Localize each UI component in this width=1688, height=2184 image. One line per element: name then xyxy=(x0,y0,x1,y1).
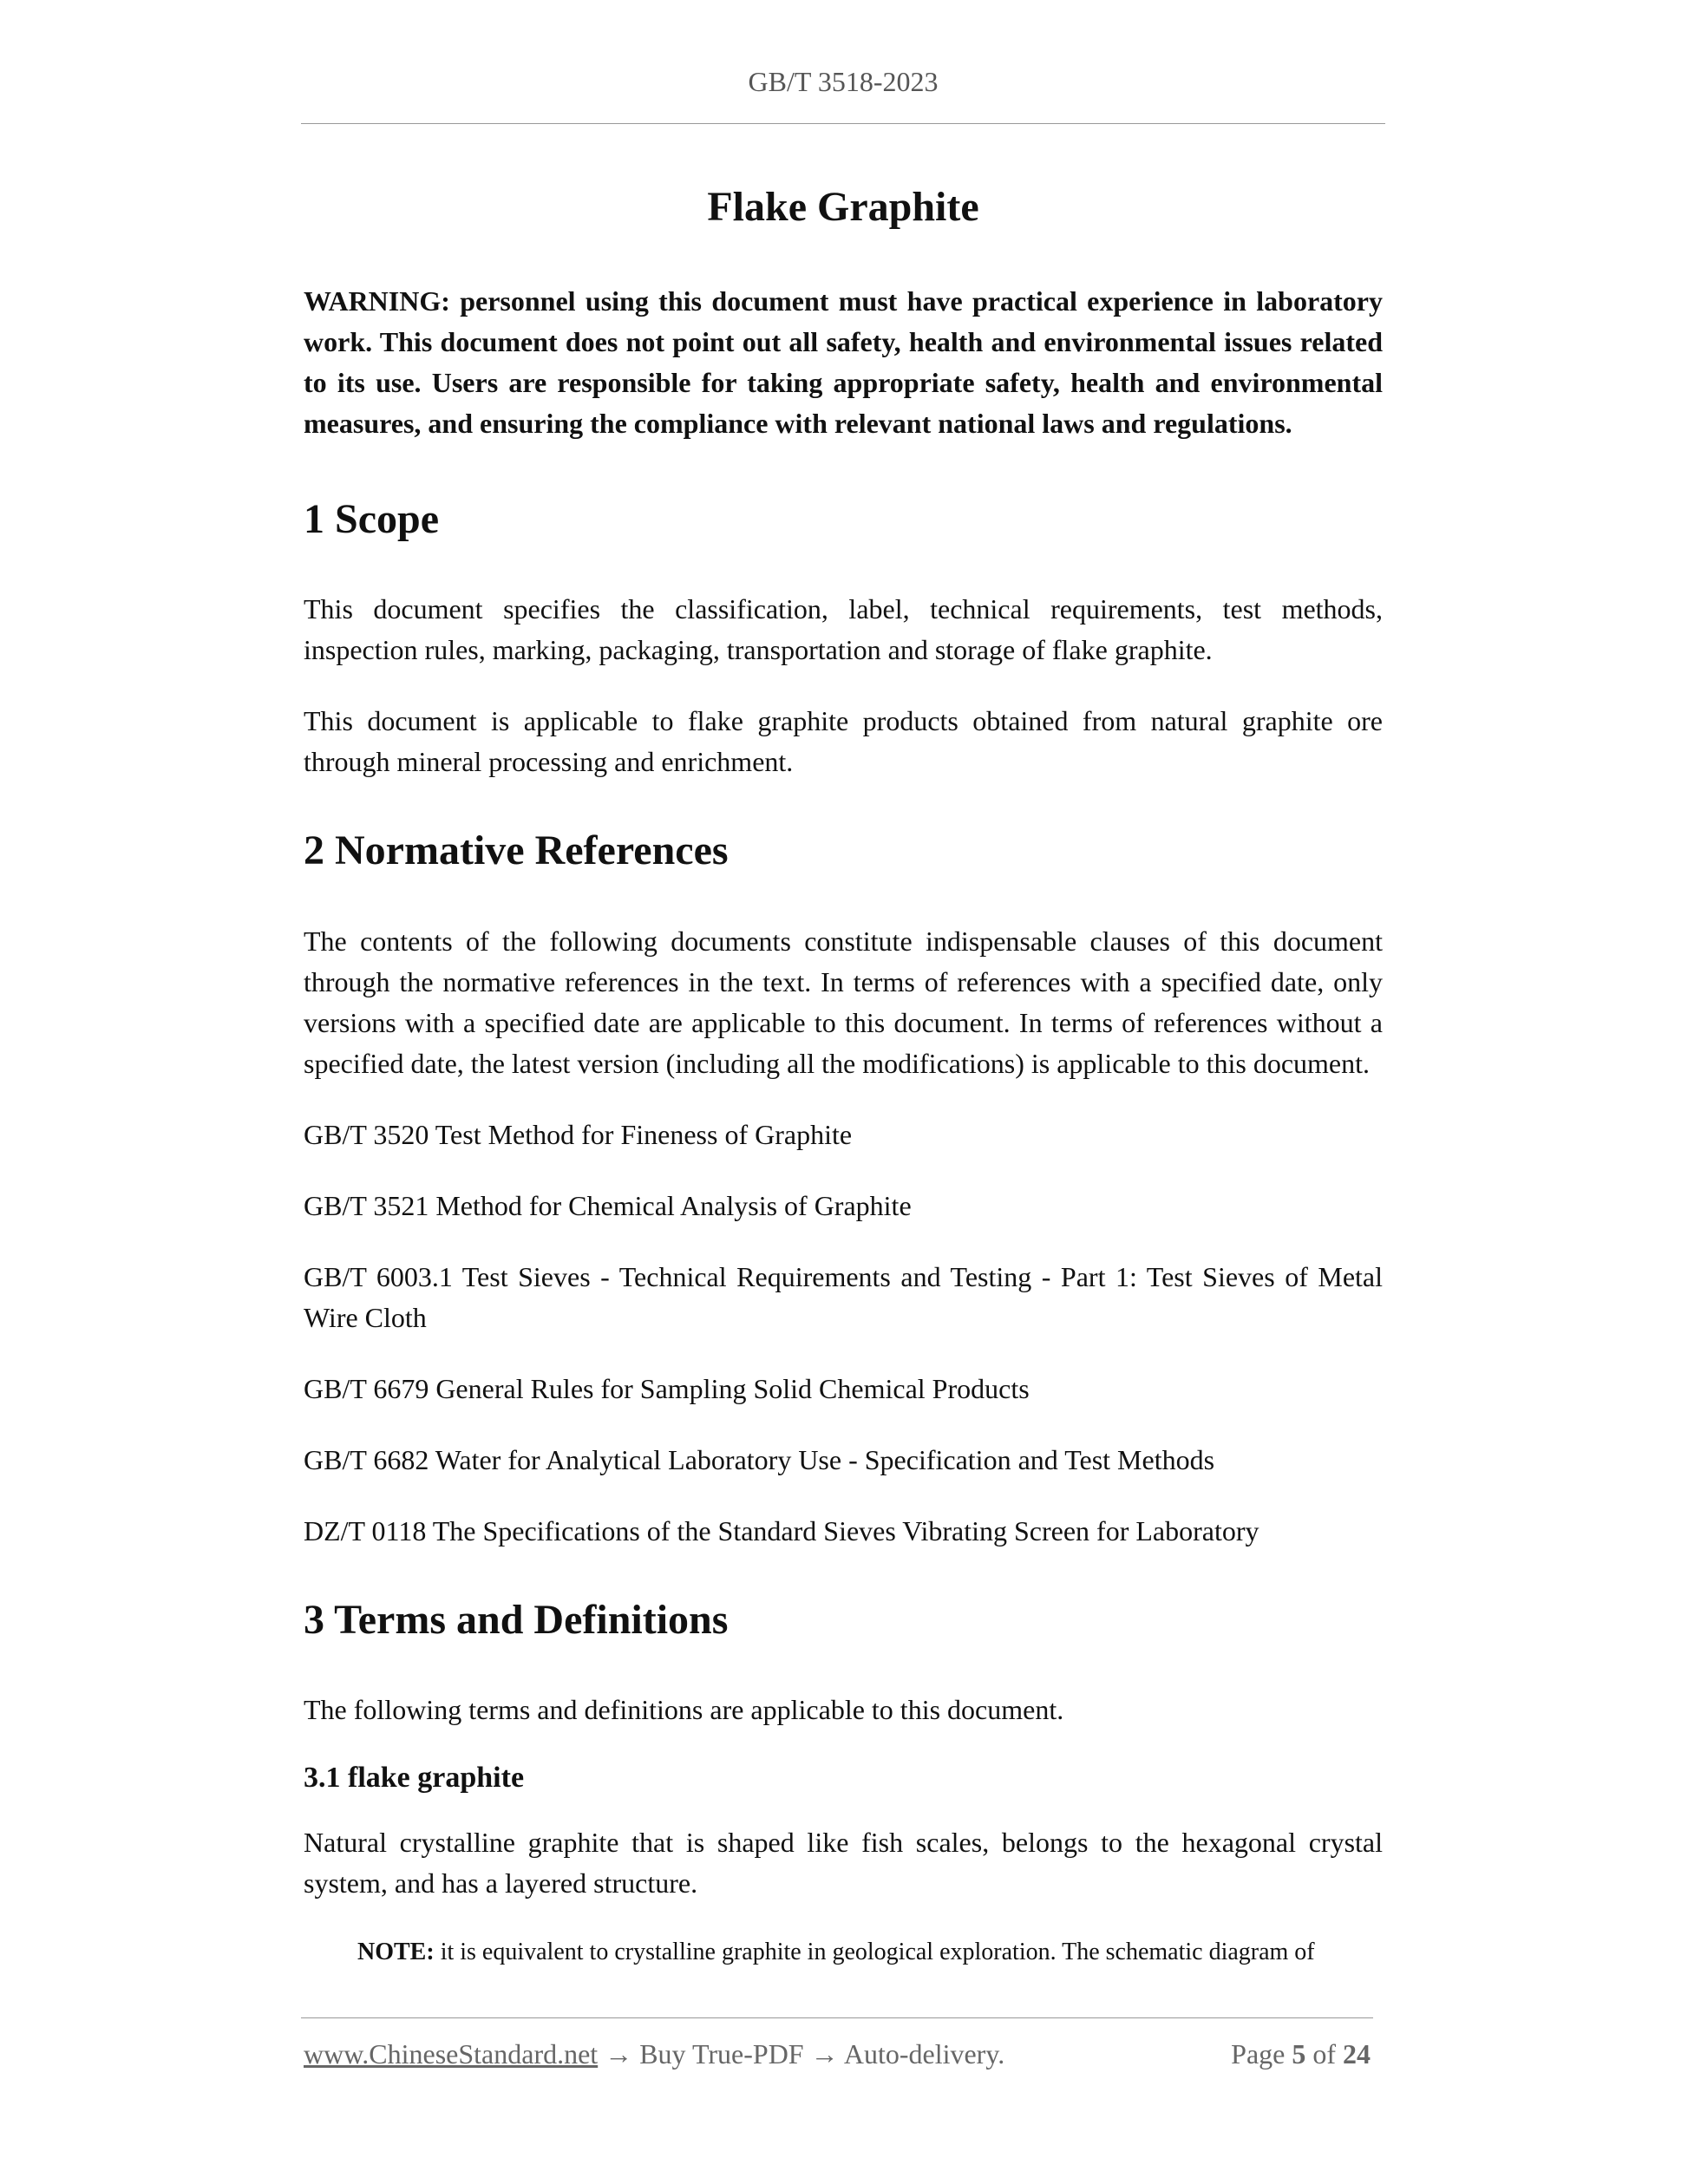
arrow-right-icon: → xyxy=(605,2038,633,2070)
header-divider xyxy=(301,123,1385,124)
auto-delivery-text: Auto-delivery. xyxy=(843,2038,1005,2070)
note-label: NOTE: xyxy=(357,1939,435,1966)
buy-true-pdf-text: Buy True-PDF xyxy=(639,2038,804,2070)
reference-item: GB/T 6682 Water for Analytical Laboratory Use - Specification and Test Methods xyxy=(304,1443,1215,1475)
page-indicator xyxy=(1231,2038,1371,2070)
section-heading-terms-definitions: 3 Terms and Definitions xyxy=(304,1596,729,1643)
current-page-number: 5 xyxy=(1292,2038,1306,2070)
of-label: of xyxy=(1312,2038,1336,2070)
section-heading-normative-references: 2 Normative References xyxy=(304,827,729,874)
scope-paragraph-1: This document specifies the classification, label, technical requirements, test methods, inspection rules, marking, packaging, transportation and storage of flake graphite. xyxy=(304,593,1383,666)
arrow-right-icon: → xyxy=(810,2038,839,2070)
term-heading: 3.1 flake graphite xyxy=(304,1762,525,1795)
scope-paragraph-2: This document is applicable to flake graphite products obtained from natural graphite ore through mineral processing and enrichment. xyxy=(304,705,1383,778)
page-label: Page xyxy=(1231,2038,1286,2070)
footer-divider xyxy=(301,2017,1373,2018)
section-heading-scope: 1 Scope xyxy=(304,495,439,542)
reference-item: GB/T 3520 Test Method for Fineness of Graphite xyxy=(304,1118,853,1150)
term-note xyxy=(357,1934,1383,1971)
note-text: it is equivalent to crystalline graphite in geological exploration. The schematic diagram of xyxy=(434,1939,1315,1966)
reference-item: GB/T 3521 Method for Chemical Analysis of Graphite xyxy=(304,1189,912,1221)
page-header: GB/T 3518-2023 xyxy=(748,66,939,97)
term-definition: Natural crystalline graphite that is shaped like fish scales, belongs to the hexagonal crystal system, and has a layered structure. xyxy=(304,1827,1383,1900)
footer-promo xyxy=(304,2038,1004,2070)
terms-intro-paragraph: The following terms and definitions are applicable to this document. xyxy=(304,1694,1064,1726)
normative-intro-paragraph: The contents of the following documents constitute indispensable clauses of this document through the normative references in the text. In terms of references with a specified date, only versions with a specified date are applicable to this document. In terms of references without a specified date, the latest version (including all the modifications) is applicable to this document. xyxy=(304,925,1383,1079)
total-pages-number: 24 xyxy=(1343,2038,1371,2070)
reference-item: GB/T 6679 General Rules for Sampling Solid Chemical Products xyxy=(304,1372,1030,1404)
site-link[interactable]: www.ChineseStandard.net xyxy=(304,2038,599,2070)
reference-item: DZ/T 0118 The Specifications of the Standard Sieves Vibrating Screen for Laboratory xyxy=(304,1514,1259,1546)
reference-item: GB/T 6003.1 Test Sieves - Technical Requirements and Testing - Part 1: Test Sieves of Metal Wire Cloth xyxy=(304,1260,1383,1333)
page-content xyxy=(304,182,1383,1971)
document-title: Flake Graphite xyxy=(707,184,979,230)
warning-paragraph: WARNING: personnel using this document must have practical experience in laboratory work. This document does not point out all safety, health and environmental issues related to its use. Users are responsible for taking appropriate safety, health and environmental measures, and ensuring the compliance with relevant national laws and regulations. xyxy=(304,284,1383,439)
